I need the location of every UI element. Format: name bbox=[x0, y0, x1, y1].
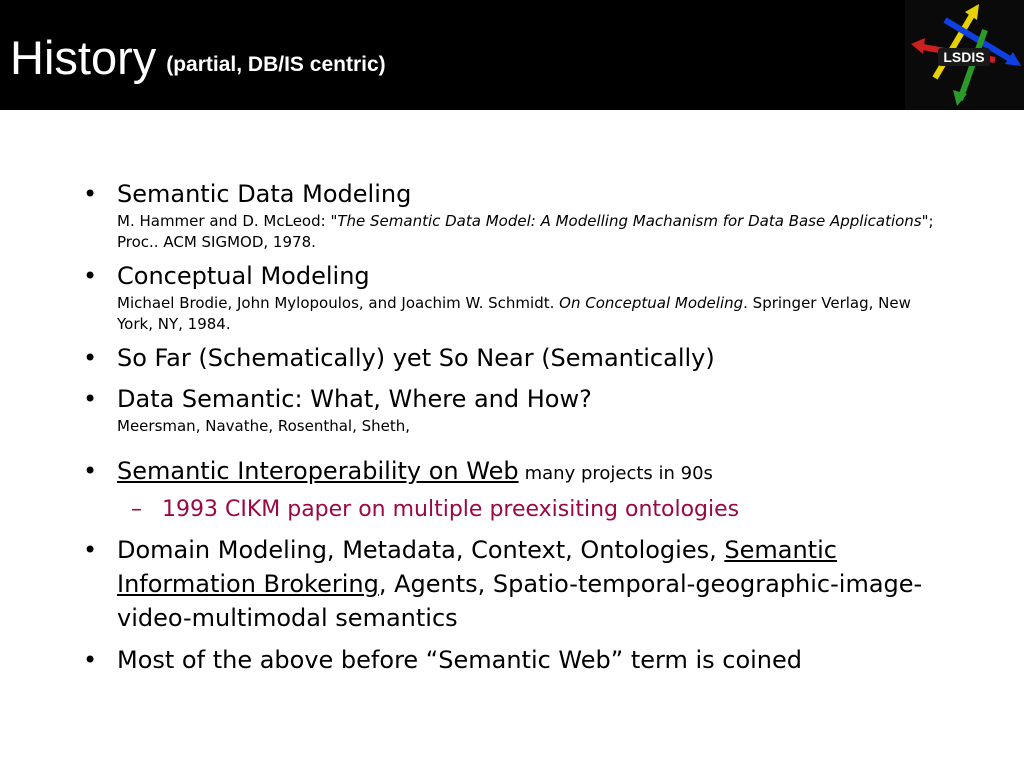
bullet-marker: • bbox=[83, 262, 98, 290]
bullet-marker: • bbox=[83, 536, 98, 564]
bullet-item-data-semantic bbox=[83, 382, 937, 437]
bullet-item-semantic-data-modeling bbox=[83, 177, 937, 253]
bullet-marker: • bbox=[83, 344, 98, 372]
bullet-marker: • bbox=[83, 180, 98, 208]
bullet-reference bbox=[117, 293, 937, 335]
bullet-reference bbox=[117, 211, 937, 253]
bullet-heading: Data Semantic: What, Where and How? bbox=[117, 385, 592, 413]
reference-venue: . Springer Verlag, New York, NY, 1984. bbox=[117, 294, 911, 333]
reference-authors: M. Hammer and D. McLeod: " bbox=[117, 212, 338, 230]
bullet-marker: • bbox=[83, 457, 98, 485]
bullet-item-before-semantic-web bbox=[83, 643, 937, 677]
domain-modeling-text: Domain Modeling, Metadata, Context, Ontologies, bbox=[117, 536, 725, 564]
domain-modeling-text-rest: , Agents, Spatio-temporal-geographic-image-video-multimodal semantics bbox=[117, 570, 923, 632]
sub-bullet-text: 1993 CIKM paper on multiple preexisiting ontologies bbox=[162, 497, 740, 522]
reference-title: On Conceptual Modeling bbox=[559, 294, 744, 312]
bullet-note: many projects in 90s bbox=[524, 463, 713, 484]
semantic-information-brokering-link[interactable]: Semantic Information Brokering bbox=[117, 536, 837, 598]
title-text: History bbox=[10, 31, 157, 84]
bullet-item-conceptual-modeling bbox=[83, 259, 937, 335]
bullet-marker: • bbox=[83, 646, 98, 674]
title-subtitle: (partial, DB/IS centric) bbox=[166, 53, 386, 76]
bullet-item-semantic-interoperability bbox=[83, 454, 937, 488]
logo-text: LSDIS bbox=[943, 49, 985, 65]
sub-bullet-dash: – bbox=[131, 497, 142, 522]
bullet-heading: So Far (Schematically) yet So Near (Semantically) bbox=[117, 344, 715, 372]
bullet-marker: • bbox=[83, 385, 98, 413]
reference-title: The Semantic Data Model: A Modelling Machanism for Data Base Applications bbox=[337, 212, 922, 230]
bullet-heading: Most of the above before “Semantic Web” term is coined bbox=[117, 646, 803, 674]
reference-venue: "; Proc.. ACM SIGMOD, 1978. bbox=[117, 212, 934, 251]
reference-authors: Michael Brodie, John Mylopoulos, and Joachim W. Schmidt. bbox=[117, 294, 560, 312]
bullet-reference: Meersman, Navathe, Rosenthal, Sheth, bbox=[117, 417, 411, 435]
bullet-heading: Semantic Data Modeling bbox=[117, 180, 412, 208]
bullet-heading: Conceptual Modeling bbox=[117, 262, 370, 290]
bullet-heading bbox=[117, 533, 937, 635]
bullet-item-domain-modeling bbox=[83, 533, 937, 635]
bullet-item-so-far-so-near bbox=[83, 341, 937, 375]
semantic-interoperability-link[interactable]: Semantic Interoperability on Web bbox=[117, 457, 519, 485]
